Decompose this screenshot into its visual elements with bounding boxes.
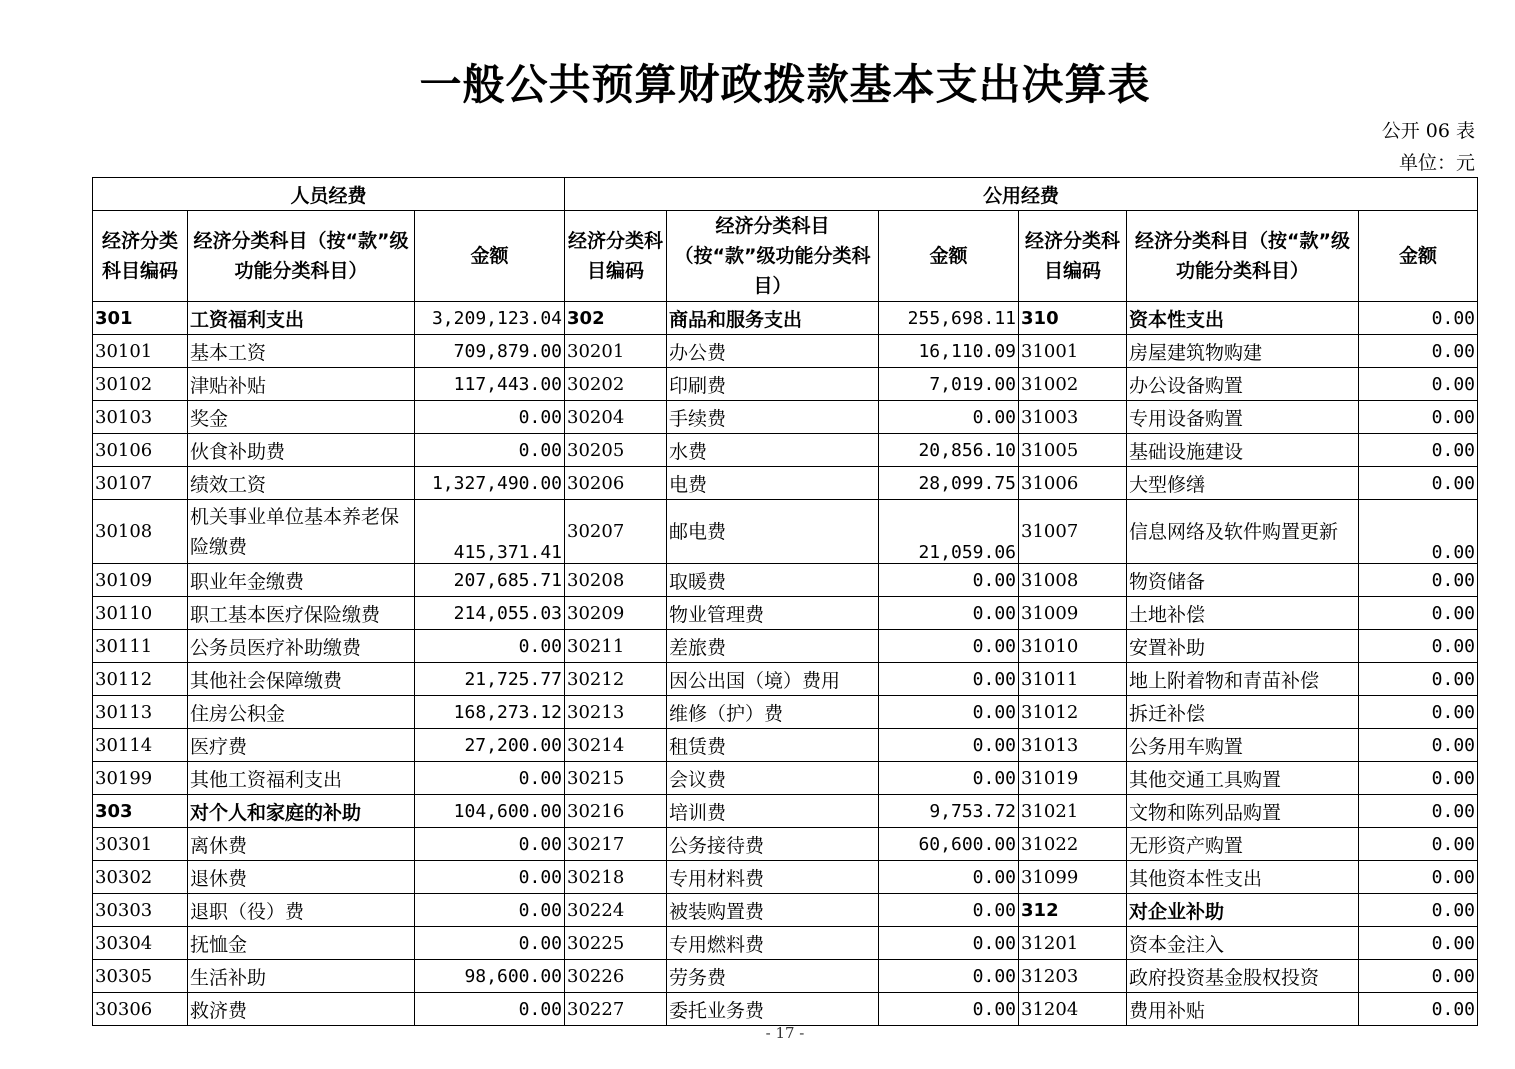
name-cell: 专用设备购置: [1127, 401, 1359, 434]
name-cell: 手续费: [667, 401, 879, 434]
name-cell: 房屋建筑物购建: [1127, 335, 1359, 368]
name-cell: 资本金注入: [1127, 927, 1359, 960]
table-row: [93, 729, 1478, 762]
code-cell: 31001: [1019, 335, 1127, 368]
table-row: [93, 894, 1478, 927]
code-cell: 30214: [565, 729, 667, 762]
code-cell: 31021: [1019, 795, 1127, 828]
table-row: [93, 960, 1478, 993]
amount-cell: 0.00: [1359, 467, 1478, 500]
name-cell: 差旅费: [667, 630, 879, 663]
name-cell: 其他社会保障缴费: [188, 663, 415, 696]
name-cell: 被装购置费: [667, 894, 879, 927]
amount-cell: 0.00: [879, 663, 1019, 696]
code-cell: 30301: [93, 828, 188, 861]
amount-cell: 0.00: [1359, 564, 1478, 597]
name-cell: 工资福利支出: [188, 302, 415, 335]
amount-cell: 0.00: [1359, 993, 1478, 1026]
table-row: [93, 993, 1478, 1026]
code-cell: 31005: [1019, 434, 1127, 467]
amount-cell: 0.00: [415, 630, 565, 663]
amount-cell: 0.00: [415, 993, 565, 1026]
amount-cell: 0.00: [879, 762, 1019, 795]
name-cell: 住房公积金: [188, 696, 415, 729]
code-cell: 30306: [93, 993, 188, 1026]
code-cell: 30227: [565, 993, 667, 1026]
amount-cell: 9,753.72: [879, 795, 1019, 828]
name-cell: 印刷费: [667, 368, 879, 401]
code-cell: 30209: [565, 597, 667, 630]
code-cell: 30114: [93, 729, 188, 762]
code-cell: 31019: [1019, 762, 1127, 795]
code-cell: 30109: [93, 564, 188, 597]
name-cell: 政府投资基金股权投资: [1127, 960, 1359, 993]
code-header: 经济分类科目编码: [1019, 211, 1127, 302]
name-cell: 专用燃料费: [667, 927, 879, 960]
amount-cell: 0.00: [1359, 828, 1478, 861]
amount-cell: 0.00: [415, 894, 565, 927]
name-cell: 取暖费: [667, 564, 879, 597]
name-cell: 基础设施建设: [1127, 434, 1359, 467]
code-cell: 30112: [93, 663, 188, 696]
amount-cell: 0.00: [879, 993, 1019, 1026]
code-cell: 30218: [565, 861, 667, 894]
amount-cell: 0.00: [415, 861, 565, 894]
amount-cell: 0.00: [1359, 500, 1478, 564]
table-row: [93, 401, 1478, 434]
name-cell: 会议费: [667, 762, 879, 795]
amount-cell: 207,685.71: [415, 564, 565, 597]
code-cell: 31013: [1019, 729, 1127, 762]
table-row: [93, 828, 1478, 861]
table-row: [93, 500, 1478, 564]
budget-table: [92, 177, 1478, 1026]
amount-cell: 415,371.41: [415, 500, 565, 564]
name-header: 经济分类科目（按“款”级功能分类科目）: [1127, 211, 1359, 302]
name-cell: 租赁费: [667, 729, 879, 762]
code-cell: 30206: [565, 467, 667, 500]
amount-cell: 0.00: [1359, 894, 1478, 927]
amount-cell: 0.00: [879, 894, 1019, 927]
code-cell: 31012: [1019, 696, 1127, 729]
code-cell: 30217: [565, 828, 667, 861]
code-cell: 301: [93, 302, 188, 335]
amount-cell: 214,055.03: [415, 597, 565, 630]
name-cell: 退休费: [188, 861, 415, 894]
amount-cell: 255,698.11: [879, 302, 1019, 335]
table-row: [93, 795, 1478, 828]
name-cell: 商品和服务支出: [667, 302, 879, 335]
unit-label: 单位：元: [1398, 152, 1475, 174]
code-cell: 30110: [93, 597, 188, 630]
name-cell: 公务接待费: [667, 828, 879, 861]
table-row: [93, 302, 1478, 335]
table-row: [93, 630, 1478, 663]
name-cell: 安置补助: [1127, 630, 1359, 663]
code-cell: 312: [1019, 894, 1127, 927]
name-header: 经济分类科目（按“款”级功能分类科目）: [667, 211, 879, 302]
name-cell: 无形资产购置: [1127, 828, 1359, 861]
code-cell: 30101: [93, 335, 188, 368]
name-cell: 维修（护）费: [667, 696, 879, 729]
amount-cell: 0.00: [1359, 927, 1478, 960]
code-cell: 31011: [1019, 663, 1127, 696]
name-cell: 物资储备: [1127, 564, 1359, 597]
amount-cell: 0.00: [1359, 729, 1478, 762]
name-header: 经济分类科目（按“款”级功能分类科目）: [188, 211, 415, 302]
amount-cell: 0.00: [879, 401, 1019, 434]
code-cell: 30226: [565, 960, 667, 993]
name-cell: 退职（役）费: [188, 894, 415, 927]
code-cell: 30207: [565, 500, 667, 564]
name-cell: 其他工资福利支出: [188, 762, 415, 795]
name-cell: 电费: [667, 467, 879, 500]
amount-cell: 0.00: [1359, 401, 1478, 434]
name-cell: 离休费: [188, 828, 415, 861]
code-cell: 31204: [1019, 993, 1127, 1026]
code-cell: 31003: [1019, 401, 1127, 434]
code-cell: 30108: [93, 500, 188, 564]
name-cell: 职业年金缴费: [188, 564, 415, 597]
amount-cell: 60,600.00: [879, 828, 1019, 861]
code-cell: 31008: [1019, 564, 1127, 597]
code-cell: 30304: [93, 927, 188, 960]
amount-cell: 27,200.00: [415, 729, 565, 762]
amount-cell: 0.00: [879, 564, 1019, 597]
amount-cell: 0.00: [879, 597, 1019, 630]
amount-header: 金额: [879, 211, 1019, 302]
name-cell: 委托业务费: [667, 993, 879, 1026]
name-cell: 费用补贴: [1127, 993, 1359, 1026]
amount-cell: 0.00: [879, 960, 1019, 993]
name-cell: 物业管理费: [667, 597, 879, 630]
code-cell: 31201: [1019, 927, 1127, 960]
amount-cell: 104,600.00: [415, 795, 565, 828]
name-cell: 其他交通工具购置: [1127, 762, 1359, 795]
code-cell: 30208: [565, 564, 667, 597]
name-cell: 伙食补助费: [188, 434, 415, 467]
amount-cell: 0.00: [415, 434, 565, 467]
table-body: [93, 302, 1478, 1026]
name-cell: 其他资本性支出: [1127, 861, 1359, 894]
table-row: [93, 335, 1478, 368]
code-cell: 30213: [565, 696, 667, 729]
code-cell: 302: [565, 302, 667, 335]
name-cell: 土地补偿: [1127, 597, 1359, 630]
name-cell: 文物和陈列品购置: [1127, 795, 1359, 828]
code-cell: 31007: [1019, 500, 1127, 564]
code-cell: 30225: [565, 927, 667, 960]
amount-cell: 0.00: [1359, 696, 1478, 729]
code-cell: 31010: [1019, 630, 1127, 663]
amount-cell: 0.00: [879, 927, 1019, 960]
amount-cell: 28,099.75: [879, 467, 1019, 500]
amount-cell: 117,443.00: [415, 368, 565, 401]
code-cell: 30303: [93, 894, 188, 927]
amount-cell: 0.00: [879, 696, 1019, 729]
amount-header: 金额: [1359, 211, 1478, 302]
name-cell: 职工基本医疗保险缴费: [188, 597, 415, 630]
code-cell: 30199: [93, 762, 188, 795]
table-row: [93, 467, 1478, 500]
page-number: - 17 -: [765, 1024, 805, 1042]
name-cell: 基本工资: [188, 335, 415, 368]
code-cell: 30106: [93, 434, 188, 467]
code-cell: 30103: [93, 401, 188, 434]
table-row: [93, 696, 1478, 729]
amount-cell: 0.00: [1359, 663, 1478, 696]
amount-cell: 0.00: [415, 828, 565, 861]
amount-cell: 0.00: [1359, 335, 1478, 368]
name-cell: 地上附着物和青苗补偿: [1127, 663, 1359, 696]
amount-cell: 0.00: [415, 927, 565, 960]
name-cell: 办公设备购置: [1127, 368, 1359, 401]
code-cell: 30215: [565, 762, 667, 795]
amount-cell: 21,725.77: [415, 663, 565, 696]
name-cell: 对企业补助: [1127, 894, 1359, 927]
amount-cell: 21,059.06: [879, 500, 1019, 564]
table-row: [93, 663, 1478, 696]
code-cell: 31022: [1019, 828, 1127, 861]
amount-cell: 0.00: [1359, 434, 1478, 467]
code-cell: 30111: [93, 630, 188, 663]
code-header: 经济分类科目编码: [93, 211, 188, 302]
amount-cell: 0.00: [1359, 762, 1478, 795]
table-row: [93, 762, 1478, 795]
table-row: [93, 434, 1478, 467]
name-cell: 机关事业单位基本养老保险缴费: [188, 500, 415, 564]
code-cell: 31002: [1019, 368, 1127, 401]
name-cell: 救济费: [188, 993, 415, 1026]
amount-cell: 0.00: [1359, 597, 1478, 630]
code-cell: 30204: [565, 401, 667, 434]
name-cell: 公务用车购置: [1127, 729, 1359, 762]
public-group-header: 公用经费: [565, 178, 1478, 211]
code-cell: 30202: [565, 368, 667, 401]
code-cell: 310: [1019, 302, 1127, 335]
name-cell: 信息网络及软件购置更新: [1127, 500, 1359, 564]
name-cell: 培训费: [667, 795, 879, 828]
code-cell: 30107: [93, 467, 188, 500]
amount-cell: 0.00: [879, 861, 1019, 894]
code-cell: 30102: [93, 368, 188, 401]
amount-cell: 0.00: [415, 762, 565, 795]
name-cell: 专用材料费: [667, 861, 879, 894]
code-cell: 31006: [1019, 467, 1127, 500]
amount-cell: 7,019.00: [879, 368, 1019, 401]
name-cell: 大型修缮: [1127, 467, 1359, 500]
amount-cell: 0.00: [879, 630, 1019, 663]
table-row: [93, 368, 1478, 401]
amount-cell: 0.00: [879, 729, 1019, 762]
name-cell: 因公出国（境）费用: [667, 663, 879, 696]
amount-cell: 0.00: [415, 401, 565, 434]
name-cell: 抚恤金: [188, 927, 415, 960]
code-cell: 30224: [565, 894, 667, 927]
code-cell: 30113: [93, 696, 188, 729]
amount-cell: 0.00: [1359, 795, 1478, 828]
code-cell: 31009: [1019, 597, 1127, 630]
amount-cell: 0.00: [1359, 861, 1478, 894]
table-row: [93, 564, 1478, 597]
name-cell: 邮电费: [667, 500, 879, 564]
name-cell: 奖金: [188, 401, 415, 434]
name-cell: 津贴补贴: [188, 368, 415, 401]
page-title: 一般公共预算财政拨款基本支出决算表: [419, 60, 1151, 109]
code-cell: 30211: [565, 630, 667, 663]
amount-cell: 1,327,490.00: [415, 467, 565, 500]
name-cell: 公务员医疗补助缴费: [188, 630, 415, 663]
name-cell: 资本性支出: [1127, 302, 1359, 335]
name-cell: 办公费: [667, 335, 879, 368]
code-cell: 31203: [1019, 960, 1127, 993]
code-cell: 30212: [565, 663, 667, 696]
code-cell: 30216: [565, 795, 667, 828]
code-cell: 30201: [565, 335, 667, 368]
name-cell: 拆迁补偿: [1127, 696, 1359, 729]
amount-cell: 16,110.09: [879, 335, 1019, 368]
personnel-group-header: 人员经费: [93, 178, 565, 211]
name-cell: 对个人和家庭的补助: [188, 795, 415, 828]
name-cell: 水费: [667, 434, 879, 467]
code-cell: 303: [93, 795, 188, 828]
amount-header: 金额: [415, 211, 565, 302]
table-row: [93, 861, 1478, 894]
code-cell: 31099: [1019, 861, 1127, 894]
name-cell: 生活补助: [188, 960, 415, 993]
code-cell: 30302: [93, 861, 188, 894]
amount-cell: 0.00: [1359, 630, 1478, 663]
name-cell: 绩效工资: [188, 467, 415, 500]
form-number: 公开 06 表: [1381, 120, 1475, 142]
code-header: 经济分类科目编码: [565, 211, 667, 302]
code-cell: 30305: [93, 960, 188, 993]
code-cell: 30205: [565, 434, 667, 467]
amount-cell: 20,856.10: [879, 434, 1019, 467]
amount-cell: 0.00: [1359, 960, 1478, 993]
table-row: [93, 597, 1478, 630]
amount-cell: 0.00: [1359, 302, 1478, 335]
table-row: [93, 927, 1478, 960]
amount-cell: 0.00: [1359, 368, 1478, 401]
amount-cell: 709,879.00: [415, 335, 565, 368]
name-cell: 劳务费: [667, 960, 879, 993]
name-cell: 医疗费: [188, 729, 415, 762]
amount-cell: 168,273.12: [415, 696, 565, 729]
amount-cell: 98,600.00: [415, 960, 565, 993]
amount-cell: 3,209,123.04: [415, 302, 565, 335]
